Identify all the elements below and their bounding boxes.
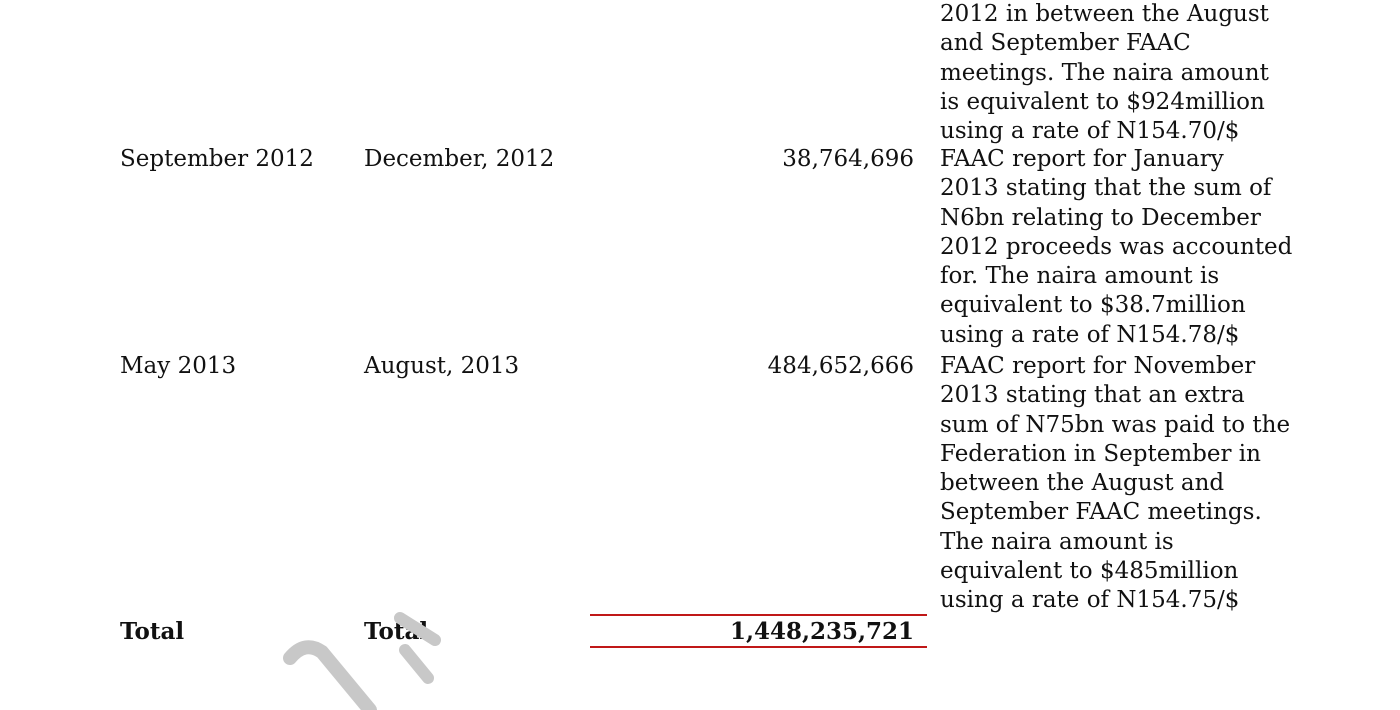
note-line: 2012 proceeds was accounted bbox=[940, 233, 1293, 260]
watermark-mark bbox=[250, 600, 470, 710]
note-continued bbox=[940, 0, 1300, 146]
total-rule-bottom bbox=[590, 646, 927, 648]
note-line: using a rate of N154.70/$ bbox=[940, 118, 1240, 145]
note-line: equivalent to $38.7million bbox=[940, 292, 1246, 319]
note-line: meetings. The naira amount bbox=[940, 59, 1269, 86]
note-line: FAAC report for November bbox=[940, 353, 1256, 379]
row-1-to: August, 2013 bbox=[364, 353, 520, 379]
row-1-from: May 2013 bbox=[120, 353, 237, 379]
note-line: 2013 stating that an extra bbox=[940, 382, 1245, 409]
note-line: and September FAAC bbox=[940, 30, 1191, 57]
total-label-from: Total bbox=[120, 618, 185, 645]
watermark-stroke bbox=[290, 647, 370, 710]
note-line: 2013 stating that the sum of bbox=[940, 175, 1272, 202]
note-line: Federation in September in bbox=[940, 440, 1261, 467]
note-line: N6bn relating to December bbox=[940, 204, 1261, 231]
row-0-to: December, 2012 bbox=[364, 146, 555, 172]
note-line: The naira amount is bbox=[940, 528, 1174, 555]
note-line: FAAC report for January bbox=[940, 146, 1224, 172]
note-line: September FAAC meetings. bbox=[940, 499, 1262, 526]
note-line: 2012 in between the August bbox=[940, 1, 1269, 27]
note-line: using a rate of N154.78/$ bbox=[940, 321, 1240, 348]
total-amount: 1,448,235,721 bbox=[729, 618, 914, 645]
row-0-note bbox=[940, 145, 1300, 350]
note-line: between the August and bbox=[940, 470, 1225, 497]
note-line: using a rate of N154.75/$ bbox=[940, 587, 1240, 614]
watermark-stroke bbox=[400, 618, 435, 640]
note-line: sum of N75bn was paid to the bbox=[940, 411, 1291, 438]
note-line: is equivalent to $924million bbox=[940, 88, 1265, 115]
watermark-stroke bbox=[405, 650, 428, 678]
row-0-amount: 38,764,696 bbox=[782, 146, 914, 172]
note-line: for. The naira amount is bbox=[940, 263, 1220, 290]
total-rule-top bbox=[590, 614, 927, 616]
note-line: equivalent to $485million bbox=[940, 558, 1239, 585]
row-1-amount: 484,652,666 bbox=[767, 353, 914, 379]
row-1-note bbox=[940, 352, 1300, 616]
total-label-to: Total bbox=[364, 618, 429, 645]
row-0-from: September 2012 bbox=[120, 146, 314, 172]
